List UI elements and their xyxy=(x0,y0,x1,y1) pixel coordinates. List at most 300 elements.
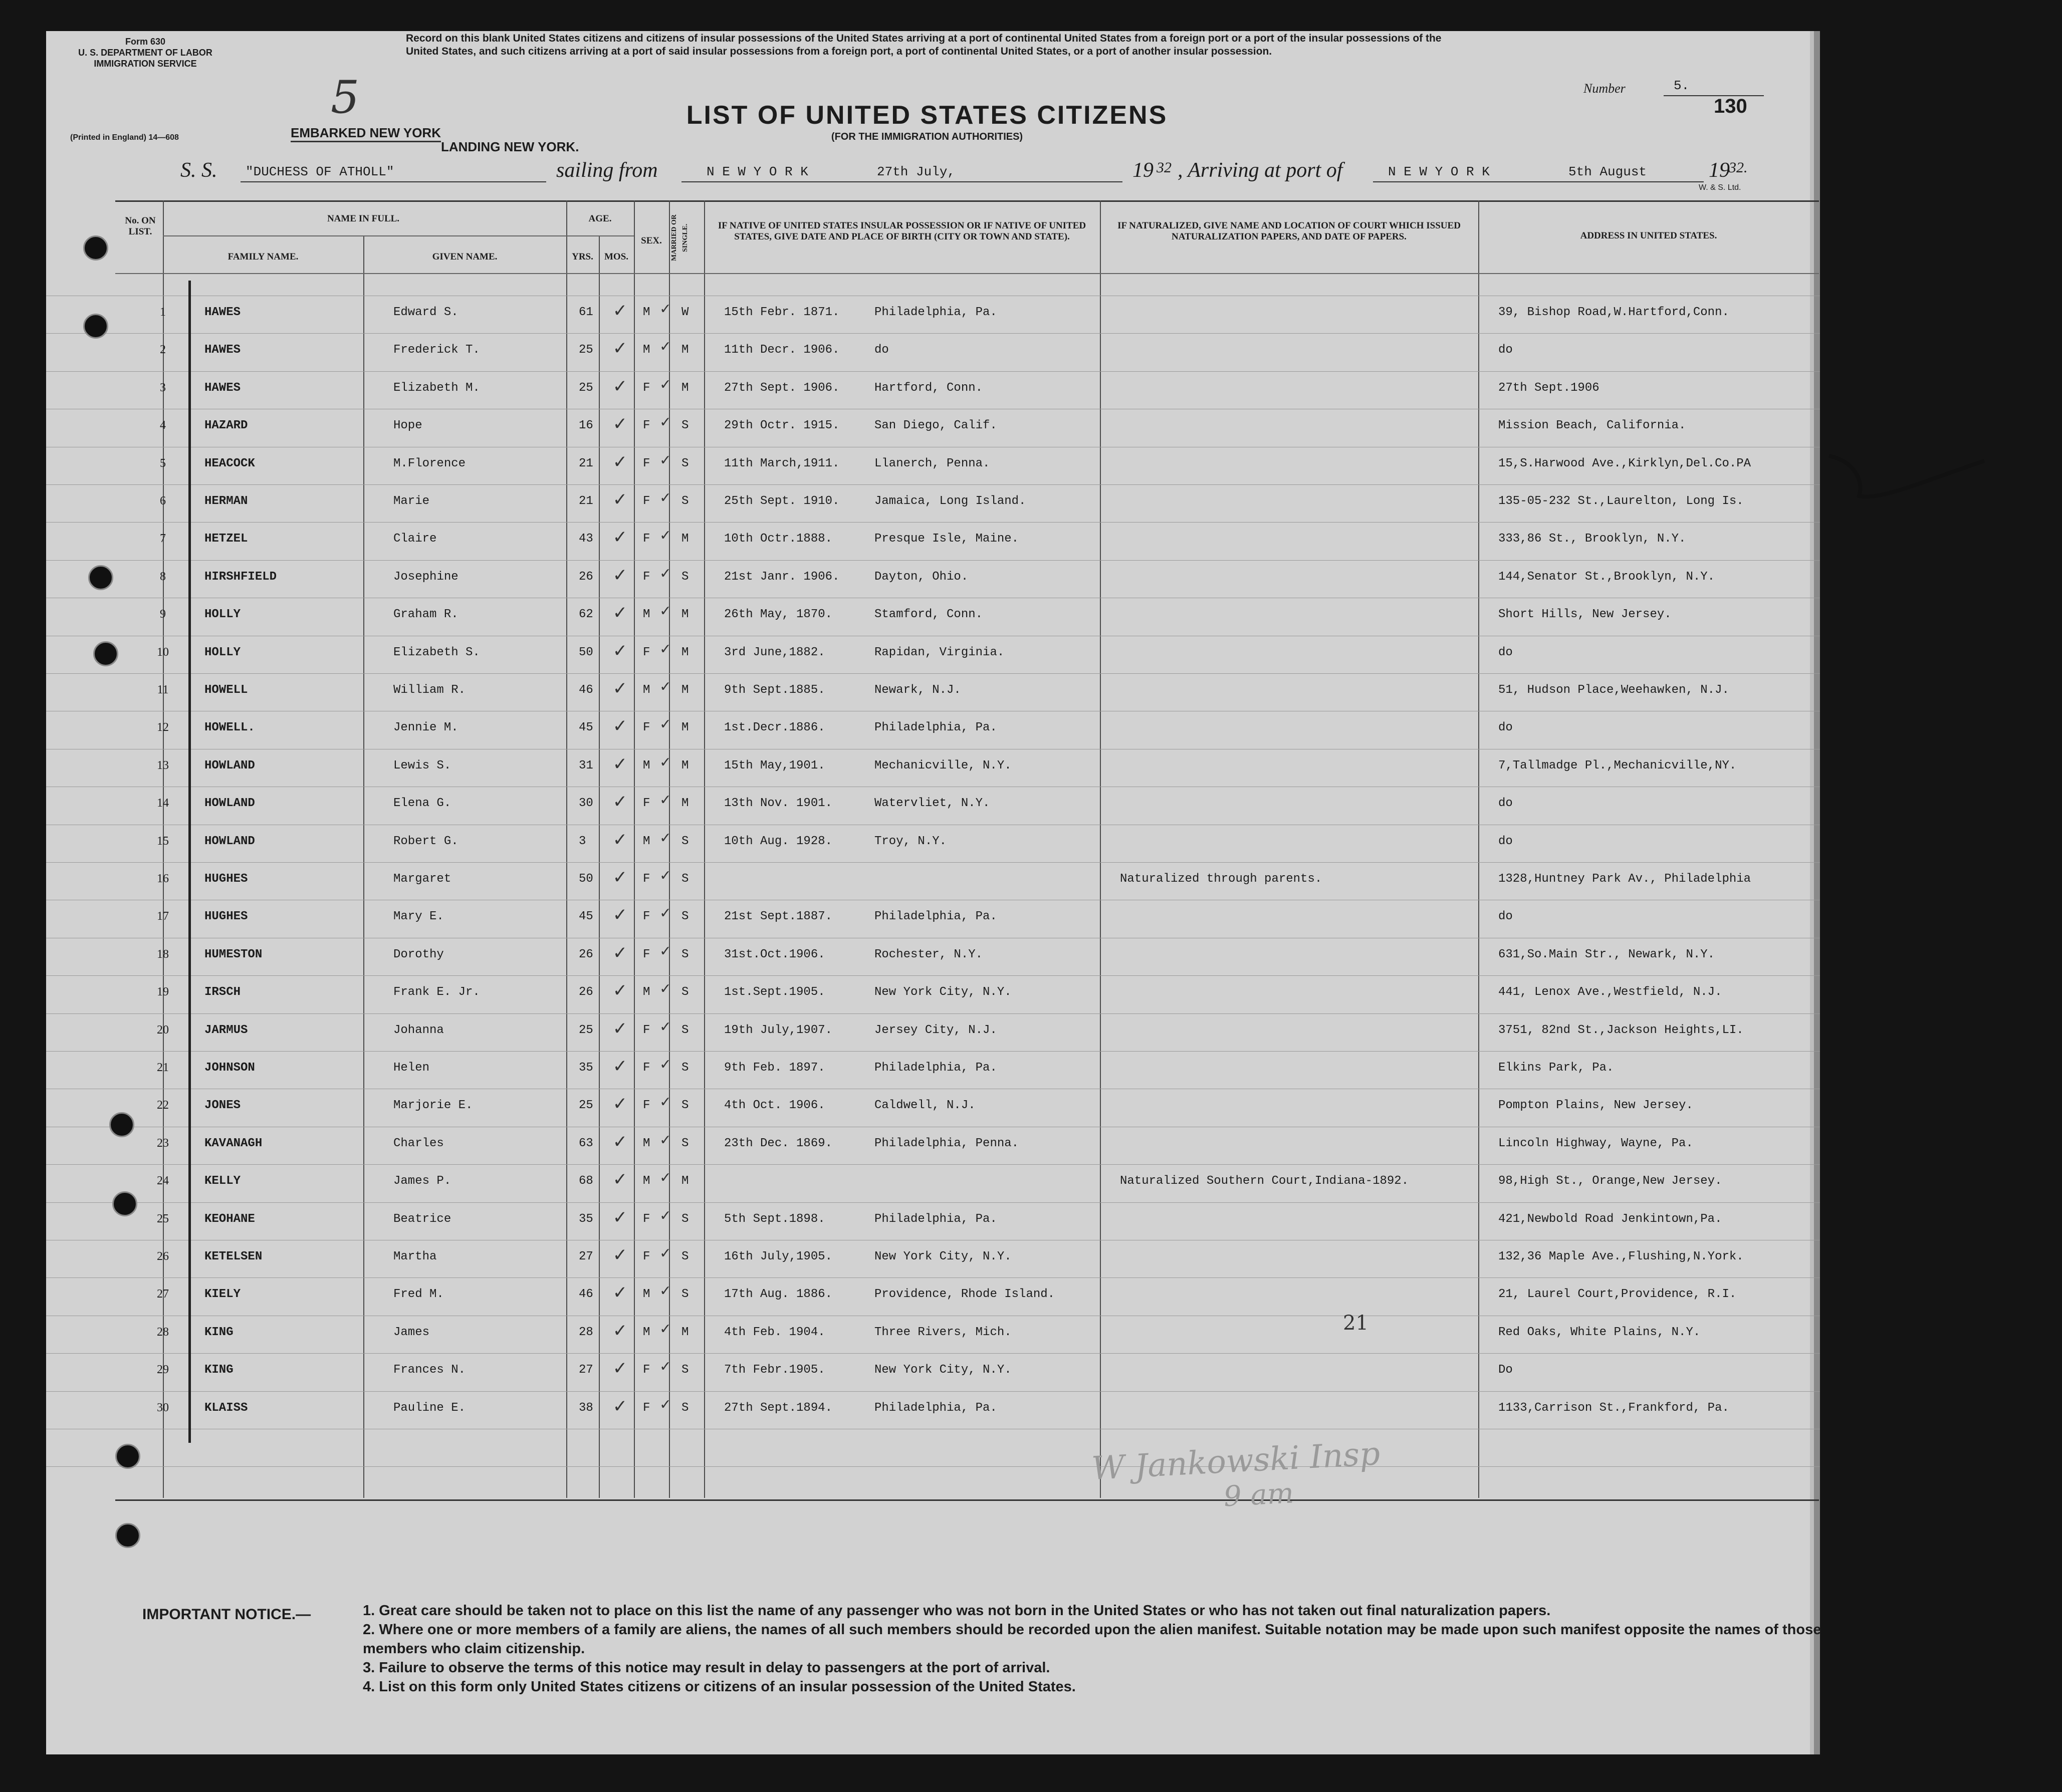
check-mark-icon: ✓ xyxy=(614,376,626,399)
given-name: Johanna xyxy=(393,1023,444,1037)
check-mark-icon: ✓ xyxy=(614,867,626,890)
list-number: 13 xyxy=(157,758,169,772)
check-mark-icon: ✓ xyxy=(614,792,626,815)
record-instructions: Record on this blank United States citizens and citizens of insular possessions of the United States arriving at a port of continental United States from a foreign port or a port of the insular possessions of the United States, and such citizens arriving at a port of said insular possessions from a foreign port, a port of continental United States, or a port of another insular possession. xyxy=(406,33,1442,57)
check-mark-icon: ✓ xyxy=(614,603,626,626)
marital-status: M xyxy=(681,532,689,546)
list-number: 19 xyxy=(157,985,169,999)
check-mark-icon: ✓ xyxy=(614,1131,626,1154)
check-mark-icon: ✓ xyxy=(660,867,670,885)
birth-place: Jamaica, Long Island. xyxy=(874,494,1026,508)
family-name: HAZARD xyxy=(204,419,248,433)
list-number: 22 xyxy=(157,1099,169,1112)
list-number: 25 xyxy=(157,1212,169,1225)
sex: F xyxy=(643,1401,650,1415)
birth-place: Philadelphia, Pa. xyxy=(874,306,997,319)
birth-date: 23th Dec. 1869. xyxy=(724,1136,833,1150)
address: do xyxy=(1498,834,1513,848)
family-name: HUGHES xyxy=(204,872,248,886)
given-name: Frances N. xyxy=(393,1363,466,1377)
family-name: KIELY xyxy=(204,1288,241,1302)
list-number: 27 xyxy=(157,1288,169,1301)
birth-place: Presque Isle, Maine. xyxy=(874,532,1019,546)
table-row xyxy=(0,602,2062,643)
list-number: 18 xyxy=(157,947,169,961)
given-name: Fred M. xyxy=(393,1288,444,1302)
age-years: 43 xyxy=(579,532,593,546)
form-number: Form 630 xyxy=(125,37,166,47)
notice-item-1: 1. Great care should be taken not to place on this list the name of any passenger who was not born in the United States or who has not taken out final naturalization papers. xyxy=(363,1603,1551,1619)
table-row xyxy=(0,564,2062,605)
table-row xyxy=(0,1017,2062,1059)
given-name: Marie xyxy=(393,494,430,508)
arriving-port: N E W Y O R K xyxy=(1388,164,1490,179)
marital-status: S xyxy=(681,910,689,924)
family-name: KING xyxy=(204,1325,234,1339)
table-row xyxy=(0,715,2062,756)
table-row xyxy=(0,904,2062,945)
check-mark-icon: ✓ xyxy=(660,1244,670,1263)
check-mark-icon: ✓ xyxy=(614,716,626,739)
ship-line xyxy=(180,158,1749,192)
sailing-date: 27th July, xyxy=(877,164,956,179)
list-number: 16 xyxy=(157,872,169,885)
row-ruling xyxy=(46,1466,1820,1467)
punch-hole xyxy=(112,1191,137,1216)
table-row xyxy=(0,1206,2062,1247)
address: Do xyxy=(1498,1363,1513,1377)
naturalization: Naturalized Southern Court,Indiana-1892. xyxy=(1120,1174,1409,1188)
birth-place: Newark, N.J. xyxy=(874,683,961,697)
notice-item-4: 4. List on this form only United States citizens or citizens of an insular possession of the United States. xyxy=(363,1679,1076,1695)
check-mark-icon: ✓ xyxy=(660,1282,670,1301)
birth-place: Philadelphia, Pa. xyxy=(874,1212,997,1226)
family-name: HOWLAND xyxy=(204,834,255,848)
sex: M xyxy=(643,834,650,848)
birth-date: 3rd June,1882. xyxy=(724,645,825,659)
check-mark-icon: ✓ xyxy=(614,1094,626,1117)
address: 144,Senator St.,Brooklyn, N.Y. xyxy=(1498,570,1715,584)
marital-status: S xyxy=(681,1099,689,1113)
address: Red Oaks, White Plains, N.Y. xyxy=(1498,1325,1701,1339)
check-mark-icon: ✓ xyxy=(614,489,626,512)
sex: F xyxy=(643,1250,650,1263)
birth-place: Rapidan, Virginia. xyxy=(874,645,1005,659)
sailing-from-port: N E W Y O R K xyxy=(707,164,808,179)
address: 1133,Carrison St.,Frankford, Pa. xyxy=(1498,1401,1729,1415)
marital-status: M xyxy=(681,797,689,811)
list-number: 1 xyxy=(160,306,166,319)
sex: F xyxy=(643,532,650,546)
check-mark-icon: ✓ xyxy=(660,678,670,696)
family-name: HIRSHFIELD xyxy=(204,570,277,584)
table-row xyxy=(0,1056,2062,1096)
check-mark-icon: ✓ xyxy=(614,829,626,852)
given-name: James xyxy=(393,1325,430,1339)
notice-item-3: 3. Failure to observe the terms of this notice may result in delay to passengers at the port of arrival. xyxy=(363,1660,1050,1676)
family-name: HUGHES xyxy=(204,910,248,924)
marital-status: S xyxy=(681,1023,689,1037)
sex: M xyxy=(643,758,650,773)
marital-status: S xyxy=(681,985,689,999)
birth-date: 5th Sept.1898. xyxy=(724,1212,825,1226)
marital-status: M xyxy=(681,1174,689,1188)
form-info xyxy=(55,36,236,69)
age-years: 35 xyxy=(579,1061,593,1075)
punch-hole xyxy=(88,565,113,590)
birth-date: 25th Sept. 1910. xyxy=(724,494,840,508)
birth-place: Three Rivers, Mich. xyxy=(874,1325,1012,1339)
check-mark-icon: ✓ xyxy=(660,338,670,357)
birth-place: Stamford, Conn. xyxy=(874,608,983,622)
given-name: Elizabeth S. xyxy=(393,645,480,659)
list-number: 14 xyxy=(157,797,169,810)
check-mark-icon: ✓ xyxy=(660,753,670,772)
col-mos: MOS. xyxy=(604,251,629,262)
department: U. S. DEPARTMENT OF LABOR xyxy=(78,48,212,58)
list-number: 5 xyxy=(160,456,166,470)
notice-label: IMPORTANT NOTICE.— xyxy=(142,1606,311,1623)
list-number: 21 xyxy=(157,1061,169,1074)
sex: F xyxy=(643,947,650,961)
age-years: 35 xyxy=(579,1212,593,1226)
given-name: Hope xyxy=(393,419,422,433)
signature-line-1: W Jankowski Insp xyxy=(1090,1435,1381,1488)
address: 631,So.Main Str., Newark, N.Y. xyxy=(1498,947,1715,961)
address: 421,Newbold Road Jenkintown,Pa. xyxy=(1498,1212,1722,1226)
check-mark-icon: ✓ xyxy=(660,489,670,507)
given-name: Jennie M. xyxy=(393,721,459,735)
check-mark-icon: ✓ xyxy=(660,980,670,999)
birth-date: 4th Feb. 1904. xyxy=(724,1325,825,1339)
address: 135-05-232 St.,Laurelton, Long Is. xyxy=(1498,494,1744,508)
marital-status: S xyxy=(681,872,689,886)
check-mark-icon: ✓ xyxy=(660,640,670,659)
age-years: 50 xyxy=(579,645,593,659)
sailing-underline xyxy=(681,181,1122,182)
arriving-label: , Arriving at port of xyxy=(1178,159,1343,182)
check-mark-icon: ✓ xyxy=(614,1245,626,1267)
sex: M xyxy=(643,985,650,999)
arriving-underline xyxy=(1373,181,1704,182)
marital-status: M xyxy=(681,343,689,357)
address: 21, Laurel Court,Providence, R.I. xyxy=(1498,1288,1737,1302)
address: do xyxy=(1498,343,1513,357)
address: Mission Beach, California. xyxy=(1498,419,1686,433)
check-mark-icon: ✓ xyxy=(614,1018,626,1041)
ss-label: S. S. xyxy=(180,159,217,182)
family-name: HEACOCK xyxy=(204,456,255,470)
check-mark-icon: ✓ xyxy=(660,413,670,432)
check-mark-icon: ✓ xyxy=(660,1131,670,1150)
birth-date: 10th Octr.1888. xyxy=(724,532,833,546)
age-years: 25 xyxy=(579,381,593,395)
sex: M xyxy=(643,1288,650,1302)
birth-date: 15th May,1901. xyxy=(724,758,825,773)
sex: M xyxy=(643,343,650,357)
notice-items xyxy=(363,1601,1836,1696)
age-years: 26 xyxy=(579,570,593,584)
col-address: ADDRESS IN UNITED STATES. xyxy=(1580,230,1717,241)
given-name: James P. xyxy=(393,1174,451,1188)
table-row xyxy=(0,489,2062,530)
check-mark-icon: ✓ xyxy=(614,1320,626,1343)
list-number: 17 xyxy=(157,910,169,923)
address: Pompton Plains, New Jersey. xyxy=(1498,1099,1693,1113)
age-years: 21 xyxy=(579,494,593,508)
sex: F xyxy=(643,645,650,659)
birth-date: 4th Oct. 1906. xyxy=(724,1099,825,1113)
address: 441, Lenox Ave.,Westfield, N.J. xyxy=(1498,985,1722,999)
marital-status: S xyxy=(681,570,689,584)
table-row xyxy=(0,942,2062,983)
check-mark-icon: ✓ xyxy=(614,527,626,550)
age-years: 28 xyxy=(579,1325,593,1339)
table-row xyxy=(0,300,2062,341)
given-name: Elizabeth M. xyxy=(393,381,480,395)
table-row xyxy=(0,1395,2062,1436)
given-name: Dorothy xyxy=(393,947,444,961)
check-mark-icon: ✓ xyxy=(660,527,670,546)
address: do xyxy=(1498,910,1513,924)
age-years: 50 xyxy=(579,872,593,886)
age-years: 16 xyxy=(579,419,593,433)
table-row xyxy=(0,451,2062,492)
table-row xyxy=(0,375,2062,416)
sex: F xyxy=(643,1099,650,1113)
birth-date: 16th July,1905. xyxy=(724,1250,833,1263)
list-number: 20 xyxy=(157,1023,169,1037)
given-name: Claire xyxy=(393,532,437,546)
arriving-date: 5th August xyxy=(1568,164,1647,179)
given-name: Josephine xyxy=(393,570,459,584)
signature-line-2: 9 am xyxy=(1223,1477,1295,1513)
birth-place: Jersey City, N.J. xyxy=(874,1023,997,1037)
check-mark-icon: ✓ xyxy=(614,1396,626,1419)
address: 1328,Huntney Park Av., Philadelphia xyxy=(1498,872,1751,886)
marital-status: S xyxy=(681,419,689,433)
col-no: No. ON LIST. xyxy=(125,215,156,237)
family-name: KAVANAGH xyxy=(204,1136,263,1150)
sailing-year: 32 xyxy=(1157,159,1172,176)
check-mark-icon: ✓ xyxy=(614,1358,626,1381)
birth-place: Caldwell, N.J. xyxy=(874,1099,976,1113)
check-mark-icon: ✓ xyxy=(614,678,626,701)
check-mark-icon: ✓ xyxy=(614,980,626,1003)
address: do xyxy=(1498,645,1513,659)
given-name: Lewis S. xyxy=(393,758,451,773)
col-family-name: FAMILY NAME. xyxy=(227,251,299,262)
address: 3751, 82nd St.,Jackson Heights,LI. xyxy=(1498,1023,1744,1037)
punch-hole xyxy=(83,235,108,261)
sailing-from-label: sailing from xyxy=(556,159,658,182)
given-name: Helen xyxy=(393,1061,430,1075)
list-number: 28 xyxy=(157,1325,169,1339)
birth-place: New York City, N.Y. xyxy=(874,1363,1012,1377)
age-years: 63 xyxy=(579,1136,593,1150)
list-number: 3 xyxy=(160,381,166,394)
family-name: HAWES xyxy=(204,343,241,357)
list-number: 26 xyxy=(157,1250,169,1263)
check-mark-icon: ✓ xyxy=(614,1207,626,1230)
handwritten-number: 5 xyxy=(331,71,360,124)
year-prefix-2: 19 xyxy=(1709,159,1730,182)
table-row xyxy=(0,1169,2062,1209)
list-number: 12 xyxy=(157,721,169,734)
birth-date: 13th Nov. 1901. xyxy=(724,797,833,811)
check-mark-icon: ✓ xyxy=(660,564,670,583)
check-mark-icon: ✓ xyxy=(614,640,626,663)
number-label: Number xyxy=(1583,81,1626,96)
given-name: Martha xyxy=(393,1250,437,1263)
sex: M xyxy=(643,1325,650,1339)
page-number: 130 xyxy=(1714,95,1747,117)
sex: F xyxy=(643,419,650,433)
list-number: 9 xyxy=(160,608,166,621)
age-years: 45 xyxy=(579,910,593,924)
age-years: 46 xyxy=(579,683,593,697)
marital-status: S xyxy=(681,834,689,848)
birth-place: Hartford, Conn. xyxy=(874,381,983,395)
family-name: HAWES xyxy=(204,381,241,395)
page-subtitle: (FOR THE IMMIGRATION AUTHORITIES) xyxy=(831,131,1023,142)
given-name: Elena G. xyxy=(393,797,451,811)
birth-place: Dayton, Ohio. xyxy=(874,570,969,584)
table-row xyxy=(0,980,2062,1020)
table-row xyxy=(0,791,2062,832)
ship-underline xyxy=(241,181,546,182)
check-mark-icon: ✓ xyxy=(660,715,670,734)
birth-place: Philadelphia, Pa. xyxy=(874,1401,997,1415)
naturalization: Naturalized through parents. xyxy=(1120,872,1322,886)
marital-status: S xyxy=(681,1212,689,1226)
sex: F xyxy=(643,494,650,508)
address: 27th Sept.1906 xyxy=(1498,381,1599,395)
age-years: 62 xyxy=(579,608,593,622)
table-row xyxy=(0,338,2062,378)
address: 333,86 St., Brooklyn, N.Y. xyxy=(1498,532,1686,546)
list-number: 2 xyxy=(160,343,166,357)
address: 51, Hudson Place,Weehawken, N.J. xyxy=(1498,683,1729,697)
marital-status: S xyxy=(681,1250,689,1263)
list-number: 7 xyxy=(160,532,166,546)
table-row xyxy=(0,1093,2062,1134)
sex: F xyxy=(643,910,650,924)
list-number: 11 xyxy=(157,683,169,696)
family-name: IRSCH xyxy=(204,985,241,999)
given-name: M.Florence xyxy=(393,456,466,470)
given-name: Marjorie E. xyxy=(393,1099,473,1113)
list-number: 6 xyxy=(160,494,166,507)
age-years: 21 xyxy=(579,456,593,470)
table-row xyxy=(0,753,2062,794)
sex: M xyxy=(643,683,650,697)
check-mark-icon: ✓ xyxy=(614,905,626,928)
ship-name: "DUCHESS OF ATHOLL" xyxy=(246,164,394,179)
birth-date: 29th Octr. 1915. xyxy=(724,419,840,433)
check-mark-icon: ✓ xyxy=(614,1283,626,1306)
sex: M xyxy=(643,1174,650,1188)
list-number: 4 xyxy=(160,419,166,432)
address: Short Hills, New Jersey. xyxy=(1498,608,1672,622)
check-mark-icon: ✓ xyxy=(614,301,626,323)
given-name: Margaret xyxy=(393,872,451,886)
birth-place: Philadelphia, Pa. xyxy=(874,910,997,924)
age-years: 26 xyxy=(579,985,593,999)
age-years: 68 xyxy=(579,1174,593,1188)
birth-place: do xyxy=(874,343,889,357)
marital-status: M xyxy=(681,721,689,735)
family-name: KING xyxy=(204,1363,234,1377)
col-age: AGE. xyxy=(588,213,612,224)
birth-place: New York City, N.Y. xyxy=(874,985,1012,999)
marital-status: M xyxy=(681,758,689,773)
family-name: HETZEL xyxy=(204,532,248,546)
age-years: 61 xyxy=(579,306,593,319)
family-name: JONES xyxy=(204,1099,241,1113)
list-number: 30 xyxy=(157,1401,169,1414)
table-row xyxy=(0,527,2062,567)
check-mark-icon: ✓ xyxy=(614,414,626,437)
marital-status: M xyxy=(681,381,689,395)
check-mark-icon: ✓ xyxy=(660,1093,670,1112)
family-name: JARMUS xyxy=(204,1023,248,1037)
check-mark-icon: ✓ xyxy=(660,791,670,810)
sex: M xyxy=(643,608,650,622)
family-name: KETELSEN xyxy=(204,1250,263,1263)
family-name: HOWELL. xyxy=(204,721,255,735)
family-name: HAWES xyxy=(204,306,241,319)
list-number: 29 xyxy=(157,1363,169,1377)
given-name: Mary E. xyxy=(393,910,444,924)
list-number: 8 xyxy=(160,570,166,583)
birth-place: Philadelphia, Pa. xyxy=(874,1061,997,1075)
marital-status: S xyxy=(681,1363,689,1377)
address: 39, Bishop Road,W.Hartford,Conn. xyxy=(1498,306,1729,319)
list-number: 10 xyxy=(157,645,169,659)
sex: F xyxy=(643,1061,650,1075)
table-row xyxy=(0,1358,2062,1398)
landing-stamp: LANDING NEW YORK. xyxy=(441,139,579,154)
birth-date: 17th Aug. 1886. xyxy=(724,1288,833,1302)
col-naturalized: IF NATURALIZED, GIVE NAME AND LOCATION OF COURT WHICH ISSUED NATURALIZATION PAPERS, AND DATE OF PAPERS. xyxy=(1117,220,1461,242)
marital-status: S xyxy=(681,456,689,470)
birth-date: 1st.Decr.1886. xyxy=(724,721,825,735)
marital-status: M xyxy=(681,608,689,622)
birth-place: Philadelphia, Penna. xyxy=(874,1136,1019,1150)
birth-place: New York City, N.Y. xyxy=(874,1250,1012,1263)
embarked-stamp: EMBARKED NEW YORK xyxy=(291,125,441,142)
family-name: HOLLY xyxy=(204,645,241,659)
check-mark-icon: ✓ xyxy=(660,1358,670,1377)
birth-date: 31st.Oct.1906. xyxy=(724,947,825,961)
birth-date: 15th Febr. 1871. xyxy=(724,306,840,319)
table-row xyxy=(0,640,2062,681)
birth-place: Troy, N.Y. xyxy=(874,834,947,848)
family-name: JOHNSON xyxy=(204,1061,255,1075)
sex: F xyxy=(643,381,650,395)
birth-date: 10th Aug. 1928. xyxy=(724,834,833,848)
birth-date: 11th March,1911. xyxy=(724,456,840,470)
marital-status: W xyxy=(681,306,689,319)
check-mark-icon: ✓ xyxy=(660,1206,670,1225)
given-name: Robert G. xyxy=(393,834,459,848)
check-mark-icon: ✓ xyxy=(660,829,670,848)
birth-date: 7th Febr.1905. xyxy=(724,1363,825,1377)
address: 15,S.Harwood Ave.,Kirklyn,Del.Co.PA xyxy=(1498,456,1751,470)
sex: F xyxy=(643,1363,650,1377)
sex: F xyxy=(643,1212,650,1226)
